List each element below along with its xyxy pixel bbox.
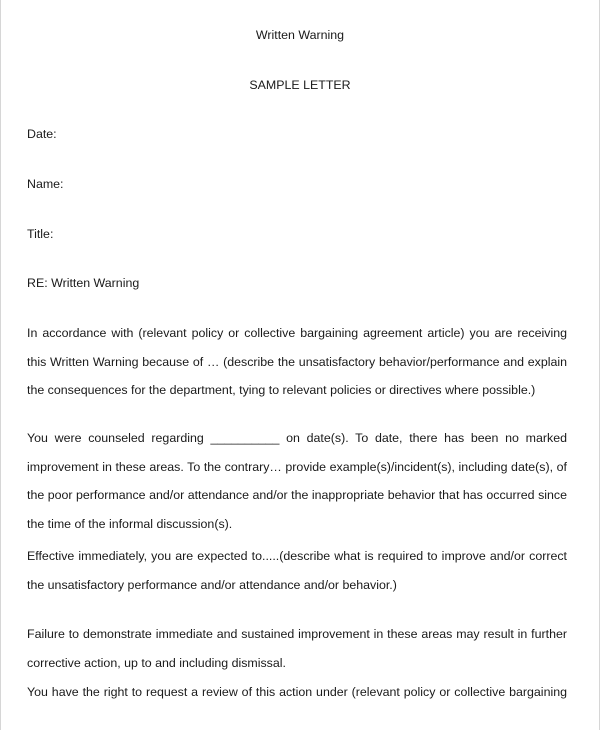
- paragraph-review-rights: You have the right to request a review of this action under (relevant policy or collective bargaining: [27, 685, 567, 699]
- document-subtitle: SAMPLE LETTER: [249, 78, 351, 92]
- document-header-title: Written Warning: [255, 28, 345, 42]
- re-line: RE: Written Warning: [27, 276, 140, 290]
- date-label: Date:: [27, 127, 57, 141]
- paragraph-consequences: Failure to demonstrate immediate and sustained improvement in these areas may result in further corrective action, up to and including dismissal.: [27, 627, 567, 670]
- paragraph-counseling: You were counseled regarding __________ on date(s). To date, there has been no marked improvement in these areas. To the contrary… provide example(s)/incident(s), including date(s), of the poor performance and/or attendance and/or the inappropriate behavior that has occurred since the time of the informal discussion(s).: [27, 431, 567, 531]
- name-label: Name:: [27, 177, 64, 191]
- paragraph-expectations: Effective immediately, you are expected to.....(describe what is required to improve and/or correct the unsatisfactory performance and/or attendance and/or behavior.): [27, 549, 567, 592]
- paragraph-reason: In accordance with (relevant policy or collective bargaining agreement article) you are receiving this Written Warning because of … (describe the unsatisfactory behavior/performance and explain the consequences for the department, tying to relevant policies or directives where possible.): [27, 326, 567, 397]
- title-label: Title:: [27, 227, 54, 241]
